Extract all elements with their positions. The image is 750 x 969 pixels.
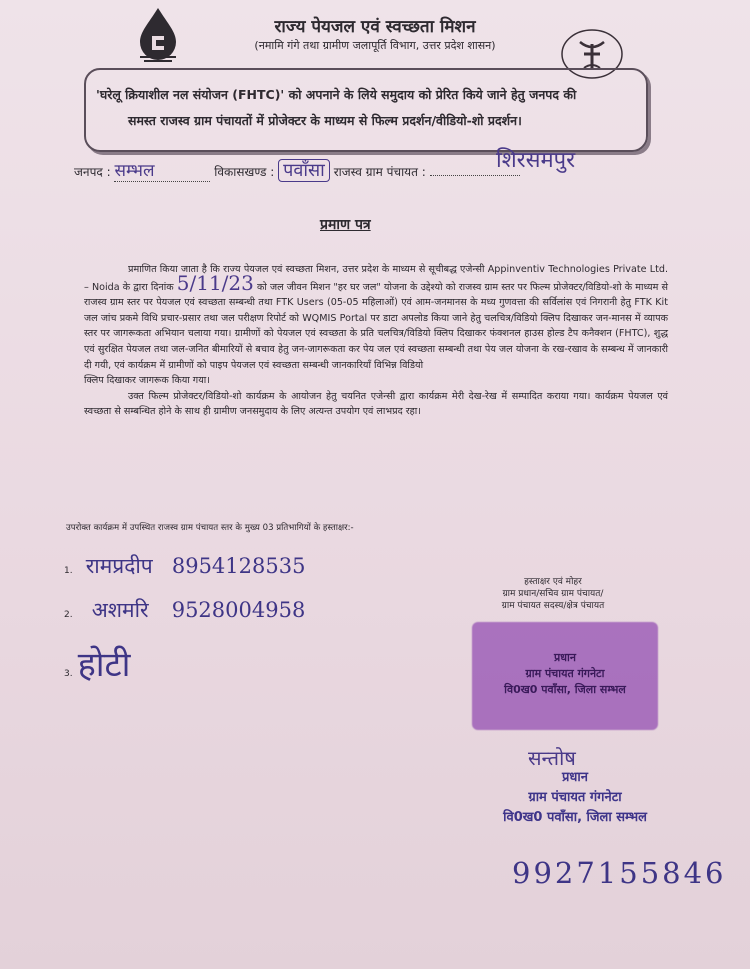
- district-value: सम्भल: [114, 158, 210, 182]
- pradhan-signature: सन्तोष: [528, 746, 576, 770]
- certificate-paragraph-1: प्रमाणित किया जाता है कि राज्य पेयजल एवं स्वच्छता मिशन, उत्तर प्रदेश के माध्यम से सूचीबद्ध एजेन्सी Appinventiv Technologies Private Ltd. – Noida के द्वारा दिनांक 5/11/23 को जल जीवन मिशन "हर घर जल" योजना के उद्देश्यो को राजस्व ग्राम स्तर पर फिल्म प्रोजेक्टर/विडियो-शो के माध्यम से राजस्व ग्राम स्तर पर पेयजल एवं स्वच्छता सम्बन्धी तथा FTK Users (05-05 महिलाओं) एवं आम-जनमानस के मध्य गुणवत्ता की सर्विलांस एवं निगरानी हेतु FTK Kit जल जांच प्रकमे विधि प्रचार-प्रसार तथा जल परीक्षण रिपोर्ट को WQMIS Portal पर डाटा अपलोड किया जाने हेतु चलचित्र/विडियो क्लिप दिखाकर जन-मानस में व्यापक स्तर पर जागरूकता अभियान चलाया गया। ग्रामीणों को पेयजल एवं स्वच्छता के प्रति चलचित्र/विडियो क्लिप दिखाकर फंक्शनल हाउस होल्ड टैप कनैक्शन (FHTC), शुद्ध एवं सुरक्षित पेयजल तथा जल-जनित बीमारियों से बचाव हेतु जन-जागरूकता कर पेय जल एवं स्वच्छता सम्बन्धी तथा पेय जल योजना के रख-रखाव के सम्बन्ध में जानकारी दी गयी, एवं कार्यक्रम में ग्रामीणों को पाइप पेयजल एवं स्वच्छता सम्बन्धी जानकारियाँ विभिन्न विडियो: [84, 264, 668, 371]
- mission-title: राज्य पेयजल एवं स्वच्छता मिशन: [274, 17, 476, 37]
- campaign-line-1: 'घरेलू क्रियाशील नल संयोजन (FHTC)' को अपनाने के लिये समुदाय को प्रेरित किये जाने हेतु जनपद की: [96, 87, 577, 102]
- certificate-title: प्रमाण पत्र: [320, 217, 371, 233]
- panchayat-label: राजस्व ग्राम पंचायत :: [333, 165, 426, 179]
- pradhan-title: प्रधान: [562, 770, 588, 785]
- mission-subtitle: (नमामि गंगे तथा ग्रामीण जलापूर्ति विभाग, उत्तर प्रदेश शासन): [254, 39, 496, 52]
- pradhan-block: वि0ख0 पवाँसा, जिला सम्भल: [503, 810, 647, 825]
- panchayat-dotted-line: [430, 175, 520, 176]
- participant-signature: होटी: [77, 645, 131, 685]
- participant-number: 2.: [64, 610, 73, 620]
- pradhan-gram-panchayat: ग्राम पंचायत गंगनेटा: [528, 790, 622, 805]
- participant-phone: 9528004958: [171, 598, 306, 622]
- district-label: जनपद :: [74, 165, 111, 179]
- participant-signature: रामप्रदीप: [85, 554, 153, 578]
- certificate-paragraph-2: उक्त फिल्म प्रोजेक्टर/विडियो-शो कार्यक्रम के आयोजन हेतु चयनित एजेन्सी द्वारा कार्यक्रम मेरी देख-रेख में सम्पादित कराया गया। कार्यक्रम पेयजल एवं स्वच्छता से सम्बन्धित होने के साथ ही ग्रामीण जनसमुदाय के लिए अत्यन्त उपयोग एवं लाभप्रद रहा।: [84, 390, 668, 418]
- participant-row-3: [64, 640, 131, 686]
- pradhan-details: [470, 768, 680, 828]
- participant-number: 3.: [64, 669, 73, 679]
- certificate-paragraph-1-end: क्लिप दिखाकर जागरूक किया गया।: [84, 375, 210, 387]
- program-date: 5/11/23: [176, 270, 254, 295]
- participant-row-2: [64, 596, 305, 624]
- pradhan-phone: 9927155846: [512, 856, 727, 890]
- participant-row-1: [64, 552, 305, 580]
- block-value: पवाँसा: [278, 159, 330, 182]
- campaign-heading: [96, 82, 636, 134]
- official-stamp-text: प्रधान ग्राम पंचायत गंगनेटा वि0ख0 पवाँसा, जिला सम्भल: [504, 651, 626, 696]
- certificate-body: [84, 262, 668, 420]
- location-fields: [74, 158, 520, 182]
- campaign-line-2: समस्त राजस्व ग्राम पंचायतों में प्रोजेक्टर के माध्यम से फिल्म प्रदर्शन/वीडियो-शो प्रदर्शन।: [128, 113, 522, 128]
- participant-phone: 8954128535: [171, 554, 306, 578]
- participant-number: 1.: [64, 566, 73, 576]
- panchayat-value: शिरसमपुर: [496, 148, 576, 173]
- block-label: विकासखण्ड :: [214, 165, 275, 179]
- participants-intro: उपरोक्त कार्यक्रम में उपस्थित राजस्व ग्राम पंचायत स्तर के मुख्य 03 प्रतिभागियों के हस्ताक्षर:-: [66, 523, 354, 533]
- signature-seal-block: हस्ताक्षर एवं मोहर ग्राम प्रधान/सचिव ग्राम पंचायत/ ग्राम पंचायत सदस्य/क्षेत्र पंचायत: [501, 577, 605, 611]
- participant-signature: अशमरि: [91, 598, 149, 622]
